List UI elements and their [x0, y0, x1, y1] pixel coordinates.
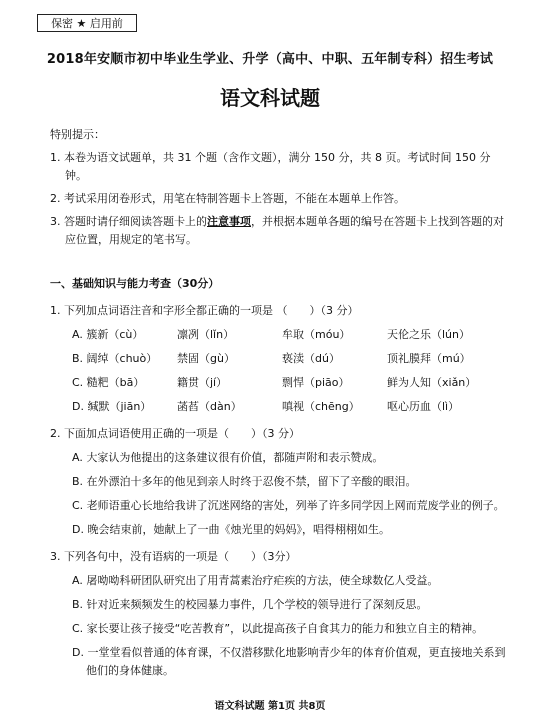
q2-option-a: A. 大家认为他提出的这条建议很有价值，都随声附和表示赞成。 [72, 451, 384, 464]
q1-option-b-2: 禁固（gù） [177, 352, 235, 365]
question-1-stem: 1. 下列加点词语注音和字形全都正确的一项是 （ ）（3 分） [50, 304, 359, 317]
question-2-stem: 2. 下面加点词语使用正确的一项是（ ）（3 分） [50, 427, 300, 440]
section-1-heading: 一、基础知识与能力考查（30分） [50, 277, 220, 290]
q1-option-a-2: 凛冽（lǐn） [177, 328, 235, 341]
notice-item-2: 2. 考试采用闭卷形式，用笔在特制答题卡上答题，不能在本题单上作答。 [50, 192, 405, 205]
subject-title: 语文科试题 [220, 86, 320, 110]
notice-item-1: 1. 本卷为语文试题单，共 31 个题（含作文题），满分 150 分，共 8 页。考试时间 150 分钟。 [50, 151, 491, 182]
q1-option-c-3: 剽悍（piāo） [282, 376, 350, 389]
notice-item-3-text-a: 3. 答题时请仔细阅读答题卡上的 [50, 215, 207, 228]
q1-option-c-1: C. 糙粑（bā） [72, 376, 145, 389]
q3-option-c: C. 家长要让孩子接受“吃苦教育”，以此提高孩子自食其力的能力和独立自主的精神。 [72, 622, 484, 635]
q1-option-a-4: 天伦之乐（lún） [387, 328, 470, 341]
page-content [50, 126, 510, 680]
q3-option-b: B. 针对近来频频发生的校园暴力事件，几个学校的领导进行了深刻反思。 [72, 598, 428, 611]
q1-option-d-1: D. 缄默（jiān） [72, 400, 152, 413]
q1-option-b-3: 亵渎（dú） [282, 352, 340, 365]
notice-heading: 特别提示： [50, 128, 105, 141]
q2-option-b: B. 在外漂泊十多年的他见到亲人时终于忍俊不禁，留下了辛酸的眼泪。 [72, 475, 417, 488]
notice-item-3-text-c: ，并根据本题单各题的编号在答题卡上找到答题的对应位置，用规定的笔书写。 [65, 215, 504, 246]
q3-option-a: A. 屠呦呦科研团队研究出了用青蒿素治疗疟疾的方法，使全球数亿人受益。 [72, 574, 439, 587]
notice-item-3 [50, 213, 510, 249]
question-3-stem: 3. 下列各句中，没有语病的一项是（ ）（3分） [50, 550, 297, 563]
q1-option-d-3: 嗔视（chēng） [282, 400, 360, 413]
exam-title: 2018年安顺市初中毕业生学业、升学（高中、中职、五年制专科）招生考试 [46, 52, 494, 67]
q3-option-d: D. 一堂堂看似普通的体育课，不仅潜移默化地影响青少年的体育价值观，更直接地关系到他们的身体健康。 [72, 646, 506, 677]
q1-option-b-1: B. 阔绰（chuò） [72, 352, 158, 365]
question-1-options [72, 320, 510, 416]
q2-option-c: C. 老师语重心长地给我讲了沉迷网络的害处，列举了许多同学因上网而荒废学业的例子。 [72, 499, 505, 512]
q1-option-a-3: 牟取（móu） [282, 328, 351, 341]
q1-option-d-2: 菡萏（dàn） [177, 400, 242, 413]
q1-option-d-4: 呕心历血（lì） [387, 400, 460, 413]
page-footer: 语文科试题 第1页 共8页 [214, 701, 326, 712]
q1-option-c-2: 籍贯（jí） [177, 376, 228, 389]
q1-option-c-4: 鲜为人知（xiǎn） [387, 376, 477, 389]
q2-option-d: D. 晚会结束前，她献上了一曲《烛光里的妈妈》，唱得栩栩如生。 [72, 523, 390, 536]
notice-item-3-emphasis: 注意事项 [207, 215, 251, 228]
confidential-label: 保密 ★ 启用前 [37, 14, 137, 32]
q1-option-a-1: A. 簇新（cù） [72, 328, 144, 341]
q1-option-b-4: 顶礼膜拜（mú） [387, 352, 471, 365]
